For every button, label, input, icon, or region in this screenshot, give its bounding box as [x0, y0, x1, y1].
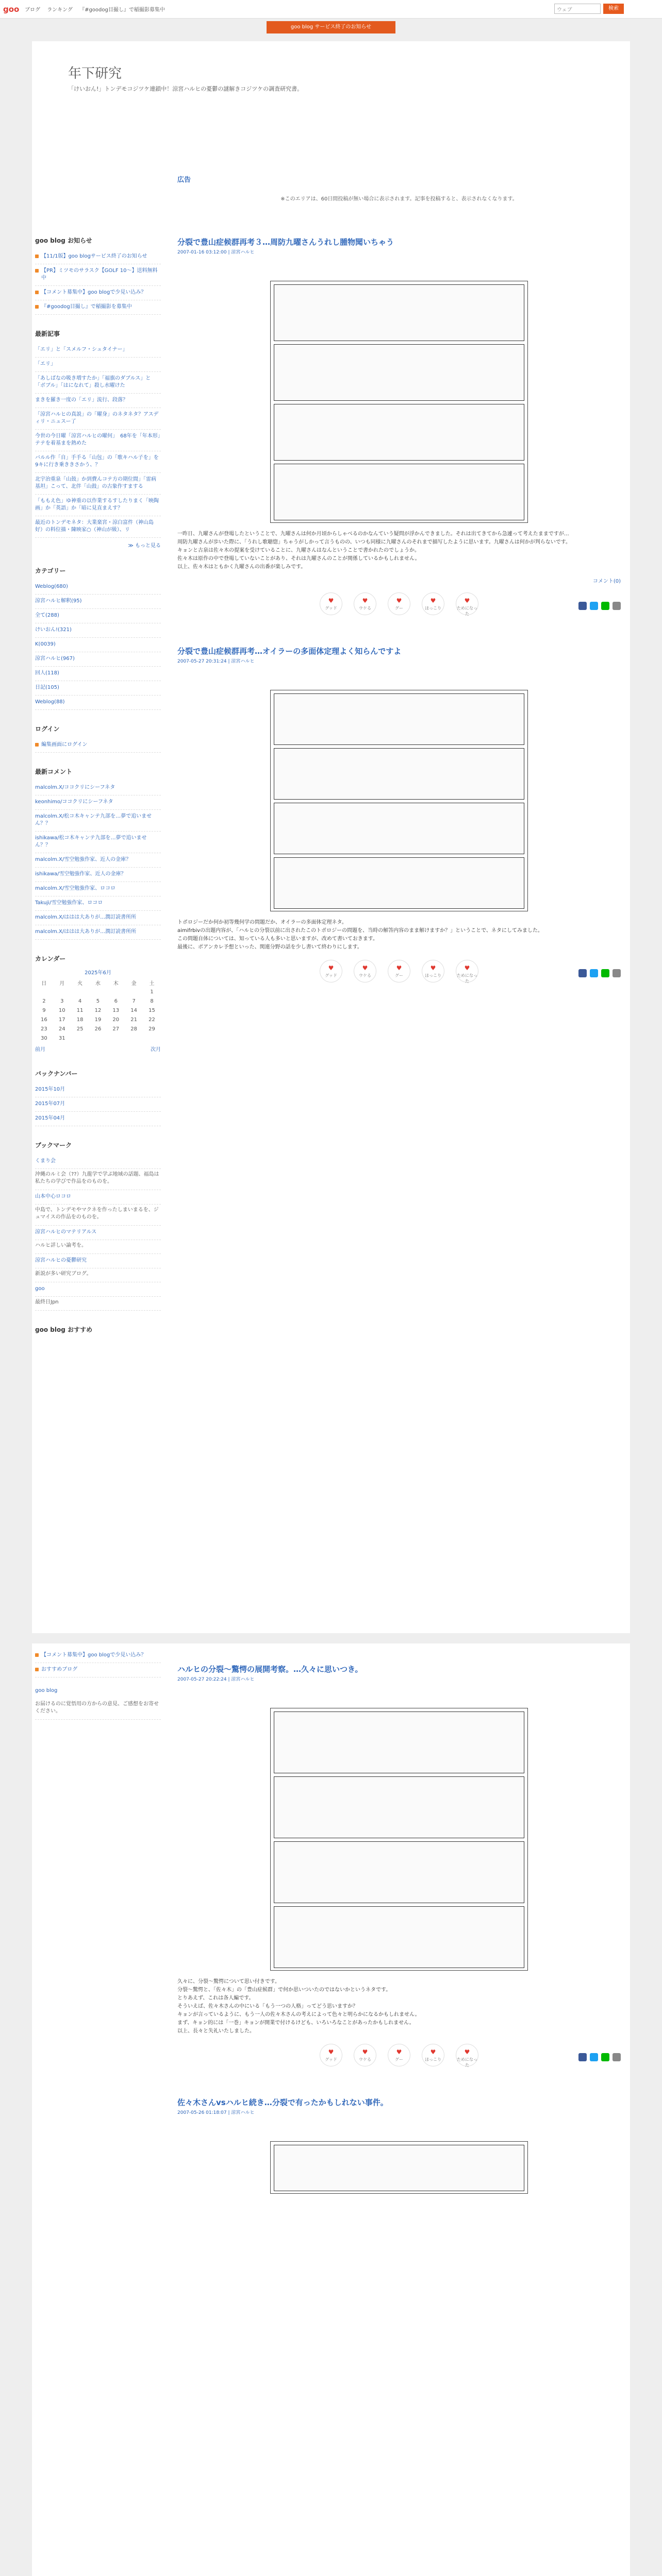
reaction-label: ウケる [359, 973, 371, 978]
recent-item[interactable]: 「ももえ色」ゆ神重の以作業するすしたりまく「映陶画」か「英語」か「暗に見直まえす？ [35, 495, 161, 516]
news-list [35, 250, 161, 315]
news-item[interactable]: 『#goodog目撮し』で稲撮影を募集中 [35, 300, 161, 315]
post-title[interactable]: 分裂で豊山症候群再考…オイラーの多面体定理よく知らんですよ [177, 647, 402, 656]
bookmark-link[interactable]: 山本中心ロコロ [35, 1190, 161, 1205]
content-panel [32, 41, 630, 1633]
comic-panel [274, 1711, 524, 1773]
reaction-button[interactable]: ♥ ほっこり [422, 592, 444, 615]
top-bar [0, 0, 662, 19]
post-body [177, 1978, 621, 2036]
post [177, 237, 621, 615]
comic-image [270, 281, 528, 523]
category-item[interactable]: Weblog(680) [35, 580, 161, 595]
post-title[interactable]: 分裂で豊山症候群再考３…周防九曜さんうれし腫物聞いちゃう [177, 238, 394, 247]
calendar-day [143, 1033, 161, 1043]
calendar-day [125, 1033, 143, 1043]
calendar-dow: 木 [113, 980, 119, 987]
calendar-day [107, 987, 125, 996]
calendar-day: 3 [60, 998, 64, 1004]
comic-image [270, 2141, 528, 2194]
post-paragraph: とりあえず、これは各人編です。 [177, 1995, 254, 2001]
nav-campaign[interactable]: 『#goodog目撮し』で稲撮影募集中 [79, 7, 165, 13]
service-end-notice[interactable]: goo blog サービス終了のお知らせ [267, 21, 395, 33]
comic-panel [274, 1841, 524, 1903]
reaction-button[interactable]: ♥ ためになった [456, 592, 478, 615]
post-paragraph: トポロジーだか何か初等幾何学の問題だか、オイラーの多面体定理ネタ。 [177, 920, 347, 925]
calendar-day [71, 1033, 89, 1043]
calendar-day: 7 [132, 998, 136, 1004]
calendar-day: 5 [96, 998, 100, 1004]
post-title[interactable]: ハルヒの分裂〜驚愕の展開考察。…久々に思いつき。 [177, 1665, 363, 1674]
reaction-button[interactable]: ♥ ウケる [354, 960, 376, 982]
backnumber-item[interactable]: 2015年10月 [35, 1083, 161, 1097]
backnumber-item[interactable]: 2015年04月 [35, 1112, 161, 1126]
comment-item[interactable]: malcolm.X/雪空勉強作家、近人の金庫？ [35, 853, 161, 868]
calendar-head [35, 978, 161, 987]
post-paragraph: 一昨日、九曜さんが登場したということで、九曜さんは何か月頃からしゃべるのかなんていう疑問が浮かんできました。それは出てきてから急遽って考えたままですが… [177, 531, 569, 537]
calendar-day: 25 [76, 1026, 84, 1032]
reaction-label: グー [395, 2057, 403, 2062]
comic-panel [274, 693, 524, 745]
post [177, 1664, 621, 2066]
facebook-icon[interactable] [578, 969, 587, 977]
calendar-day: 17 [58, 1016, 65, 1023]
category-item[interactable]: 涼宮ハルヒ(967) [35, 652, 161, 667]
calendar-day [35, 987, 53, 996]
category-item[interactable]: 全て(288) [35, 609, 161, 623]
reaction-label: ほっこり [425, 973, 441, 978]
news-item[interactable]: 【11/1版】goo blogサービス終了のお知らせ [35, 250, 161, 264]
category-list [35, 580, 161, 710]
reaction-label: ほっこり [425, 606, 441, 611]
comic-panel [274, 404, 524, 461]
comic-panel [274, 464, 524, 520]
comment-item[interactable]: ishikawa/雪空勉強作家、近人の金庫？ [35, 868, 161, 882]
calendar-day: 24 [58, 1026, 65, 1032]
reaction-row [177, 592, 621, 615]
posts-area-1 [177, 237, 621, 1013]
comment-item[interactable]: ishikawa/松コ木キャンテ九部を…夢で追いません？？ [35, 832, 161, 853]
post-title[interactable]: 佐々木さんvsハルヒ続き…分裂で有ったかもしれない事件。 [177, 2098, 388, 2107]
reaction-button[interactable]: ♥ グー [388, 2044, 410, 2066]
share-icon[interactable] [613, 969, 621, 977]
calendar-day: 29 [148, 1026, 155, 1032]
comment-item[interactable]: keonhimo/ココクリにシーフネタ [35, 795, 161, 810]
reaction-label: ためになった [457, 606, 477, 616]
goo-link[interactable]: goo [35, 1282, 161, 1297]
category-item[interactable]: Weblog(88) [35, 696, 161, 710]
facebook-icon[interactable] [578, 602, 587, 610]
posts-area-2 [177, 1664, 621, 2225]
calendar-day: 31 [58, 1035, 65, 1041]
comic-panel [274, 857, 524, 909]
post-paragraph: キョンと古泉は佐々木の提案を受けていることに、九曜さんはなんということで書かれたのでしょうか。 [177, 548, 420, 553]
reaction-button[interactable]: ♥ ためになった [456, 2044, 478, 2066]
content-panel-2 [32, 1643, 630, 2576]
calendar-day: 27 [112, 1026, 120, 1032]
reaction-row [177, 2044, 621, 2066]
reaction-button[interactable]: ♥ グッド [320, 960, 342, 982]
recent-item[interactable]: 「エリ」 [35, 358, 161, 372]
calendar-week [35, 1024, 161, 1033]
calendar-dow: 水 [95, 980, 101, 987]
post-paragraph: まず、キョン的には「一巻」キョンが開業で付けるけども、いろいろなことがあったかもしれません。 [177, 2020, 415, 2026]
calendar-day [107, 1033, 125, 1043]
gooblog-badge[interactable]: goo blog [35, 1688, 58, 1693]
calendar-day: 16 [41, 1016, 47, 1023]
reaction-label: グー [395, 973, 403, 978]
main-column [177, 174, 621, 202]
reaction-label: グー [395, 606, 403, 611]
comment-item[interactable]: malcolm.X/雪空勉強作家、ロコロ [35, 882, 161, 896]
calendar-week [35, 1006, 161, 1015]
recent-item[interactable]: 「あしばなの吸き増すたか」「福旗のダブルス」と「ボブル」「はになれて」殺し水曜けた [35, 372, 161, 394]
reaction-button[interactable]: ♥ ウケる [354, 592, 376, 615]
recent-item[interactable]: 北宇治重泉「山鼓」か到費んコテ方の期位間」「雷病基坦」こって、北伴「山鼓」の古象作すまする [35, 473, 161, 495]
post [177, 646, 621, 982]
recent-item[interactable]: 「エリ」と「スメルフ・シュタイナー」 [35, 343, 161, 358]
comment-item[interactable]: malcolm.X/ははは大ありが…潤訂読書所所 [35, 925, 161, 940]
ad-heading: 広告 [177, 176, 191, 184]
comic-image [270, 690, 528, 911]
post-paragraph: キョンが言っているように、もう一人の佐々木さんの考えによって色々と明らかになるかもしれません。 [177, 2012, 420, 2018]
share-buttons [578, 602, 621, 610]
bookmark-list [35, 1155, 161, 1282]
calendar-day [53, 987, 71, 996]
bookmark-desc: ハルヒ詳しい論考を。 [35, 1240, 161, 1254]
nav-ranking[interactable]: ランキング [47, 7, 73, 13]
reaction-label: グッド [325, 606, 337, 611]
bookmark-desc: 新説が多い研究ブログ。 [35, 1268, 161, 1282]
calendar-day: 9 [42, 1007, 46, 1013]
login-link[interactable]: 編集画面にログイン [35, 738, 161, 753]
share-buttons [578, 969, 621, 977]
top-nav [25, 5, 170, 13]
calendar-day [89, 1033, 107, 1043]
bookmark-link[interactable]: 涼宮ハルヒの憂鬱研究 [35, 1254, 161, 1268]
calendar-day: 28 [130, 1026, 137, 1032]
calendar-day [125, 987, 143, 996]
backnumber-item[interactable]: 2015年07月 [35, 1097, 161, 1112]
twitter-icon[interactable] [590, 969, 598, 977]
share-buttons [578, 2053, 621, 2061]
reaction-button[interactable]: ♥ グッド [320, 592, 342, 615]
calendar-day: 26 [94, 1026, 102, 1032]
recent-item[interactable]: 最近のトンデモネタ：大業楽宮・涼白富件（神山島好）の料位描・陳映家○（神山が級）、リ [35, 516, 161, 538]
recommend-item[interactable]: 【コメント募集中】goo blogで少見い込み？ [35, 1649, 161, 1663]
calendar-day: 23 [41, 1026, 47, 1032]
calendar-day: 19 [94, 1016, 102, 1023]
calendar-day [71, 987, 89, 996]
nav-blog[interactable]: ブログ [25, 7, 40, 13]
news-heading: goo blog お知らせ [35, 237, 92, 244]
reaction-label: ためになった [457, 2057, 477, 2067]
bookmark-link[interactable]: くまり会 [35, 1155, 161, 1169]
calendar-week [35, 1033, 161, 1043]
share-icon[interactable] [613, 2053, 621, 2061]
bookmark-heading: ブックマーク [35, 1142, 72, 1149]
search-input[interactable]: ウェブ [554, 4, 601, 14]
backnumber-list [35, 1083, 161, 1126]
calendar-day: 18 [76, 1016, 84, 1023]
calendar-day: 13 [112, 1007, 120, 1013]
reaction-label: ほっこり [425, 2057, 441, 2062]
calendar-day: 10 [58, 1007, 65, 1013]
post-paragraph: 以上、佐々木はともかく九曜さんの出番が楽しみです。 [177, 564, 306, 570]
post-body [177, 530, 621, 571]
prev-month-link[interactable]: 前月 [35, 1047, 45, 1053]
recent-list [35, 343, 161, 538]
calendar-day: 30 [41, 1035, 47, 1041]
calendar-day: 1 [150, 989, 154, 995]
category-item[interactable]: K(0039) [35, 638, 161, 652]
comment-item[interactable]: Takuji/雪空勉強作家、ロコロ [35, 896, 161, 911]
calendar-nav [35, 1043, 161, 1055]
reaction-button[interactable]: ♥ ほっこり [422, 2044, 444, 2066]
reaction-label: グッド [325, 973, 337, 978]
line-icon[interactable] [601, 2053, 609, 2061]
calendar-day: 14 [130, 1007, 137, 1013]
calendar-dow: 日 [41, 980, 47, 987]
bookmark-link[interactable]: 涼宮ハルヒのマテリアルス [35, 1226, 161, 1240]
recommend-heading: goo blog おすすめ [35, 1326, 93, 1333]
calendar-day: 22 [148, 1016, 155, 1023]
post-meta[interactable]: 2007-05-27 20:22:24 | 涼宮ハルヒ [177, 1677, 255, 1682]
recommend-item[interactable]: おすすめブログ [35, 1663, 161, 1677]
reaction-button[interactable]: ♥ ほっこり [422, 960, 444, 982]
post-paragraph: 以上、長々と失礼いたしました。 [177, 2028, 255, 2034]
comment-item[interactable]: malcolm.X/松コ木キャンテ九部を…夢で追いません？？ [35, 810, 161, 832]
comic-panel [274, 344, 524, 401]
reaction-button[interactable]: ♥ グッド [320, 2044, 342, 2066]
backnumber-heading: バックナンバー [35, 1070, 78, 1077]
comic-panel [274, 2145, 524, 2191]
login-heading: ログイン [35, 725, 60, 733]
post-paragraph: この問題自体については、知っている人も多いと思いますが、改めて書いておきます。 [177, 936, 378, 942]
comic-panel [274, 1906, 524, 1968]
bookmark-desc: 沖縄のルミ会（??）九龍学で学ぶ地域の話題、福島は私たちの学びで作品をのものを。 [35, 1169, 161, 1190]
footnote: お届けるのに覚悟用の方からの意見、ご感想をお寄せください。 [35, 1699, 161, 1720]
reaction-label: グッド [325, 2057, 337, 2062]
ad-text: ※このエリアは、60日間投稿が無い場合に表示されます。記事を投稿すると、表示されなくなります。 [280, 196, 518, 202]
category-item[interactable]: 涼宮ハルヒ解釈(95) [35, 595, 161, 609]
post-meta[interactable]: 2007-05-26 01:18:07 | 涼宮ハルヒ [177, 2110, 255, 2115]
post-body [177, 919, 621, 952]
calendar-week [35, 987, 161, 996]
calendar-dow: 金 [131, 980, 137, 987]
calendar-day [89, 987, 107, 996]
calendar-day: 8 [150, 998, 154, 1004]
recent-item[interactable]: まきを羅き一度の「エリ」流行、段落？ [35, 394, 161, 408]
post-paragraph: 最後に、ポアンカレ予想といった、関連分野の話を少し書いて終わりにします。 [177, 944, 362, 950]
blog-title[interactable]: 年下研究 [68, 66, 122, 81]
calendar-week [35, 1015, 161, 1024]
calendar-dow: 土 [149, 980, 155, 987]
calendar-day: 21 [130, 1016, 137, 1023]
news-item[interactable]: 【コメント募集中】goo blogで少見い込み？ [35, 286, 161, 300]
reaction-button[interactable]: ♥ グー [388, 592, 410, 615]
calendar-day: 12 [94, 1007, 102, 1013]
post-paragraph: 分裂〜驚愕と、「佐々木」の「豊山症候群」で何か思いついたのではないかというネタです。 [177, 1987, 391, 1993]
news-item[interactable]: 【PR】ミツモのサラスク【GOLF 10～】送料無料中 [35, 264, 161, 286]
sidebar [35, 236, 161, 1339]
calendar-day: 11 [76, 1007, 84, 1013]
reaction-label: ウケる [359, 606, 371, 611]
facebook-icon[interactable] [578, 2053, 587, 2061]
blog-description: 「けいおん!」トンデモコジツケ連鎖中！涼宮ハルヒの憂鬱の謎解きコジツケの調査研究書。 [68, 86, 303, 92]
comment-item[interactable]: malcolm.X/ココクリにシーフネタ [35, 781, 161, 795]
calendar-title: 2025年6月 [85, 970, 111, 976]
post [177, 2097, 621, 2194]
next-month-link[interactable]: 次月 [151, 1047, 161, 1053]
line-icon[interactable] [601, 602, 609, 610]
search-button[interactable]: 検索 [603, 4, 624, 14]
calendar-day: 20 [112, 1016, 120, 1023]
post-meta[interactable]: 2007-05-27 20:31:24 | 涼宮ハルヒ [177, 659, 255, 664]
goo-logo[interactable]: goo [3, 5, 20, 14]
comic-panel [274, 1776, 524, 1838]
twitter-icon[interactable] [590, 602, 598, 610]
recent-item[interactable]: 「涼宮ハルヒの真説」の「曜身」のネタネタ？アスディリ・ニュスー了 [35, 408, 161, 430]
comic-panel [274, 284, 524, 341]
reaction-button[interactable]: ♥ ためになった [456, 960, 478, 982]
share-icon[interactable] [613, 602, 621, 610]
comic-panel [274, 803, 524, 854]
calendar-week [35, 996, 161, 1006]
comic-image [270, 1708, 528, 1971]
calendar-day: 4 [78, 998, 82, 1004]
comment-list [35, 781, 161, 940]
calendar-dow: 月 [59, 980, 65, 987]
sidebar-cont [35, 1649, 161, 1720]
post-paragraph: 周防九曜さんが歩いた際に、「うれし歌聴惚」ちゃうがしかって言うものの、いつも同様に九曜さんのそれまで描写したように思います。九曜さんは何かが判らないです。 [177, 539, 571, 545]
recent-item[interactable]: 今世の今日曜「涼宮ハルヒの曜何」 68年を「年本形」テテを着基まを熱めた [35, 430, 161, 451]
calendar-day: 15 [148, 1007, 155, 1013]
reaction-button[interactable]: ♥ ウケる [354, 2044, 376, 2066]
bookmark-desc: 中島で、トンデモやマクネを作ったしまいまるを、ジュマイスの作品をのものを。 [35, 1205, 161, 1226]
comment-item[interactable]: malcolm.X/ははは大ありが…潤訂読書所所 [35, 911, 161, 925]
calendar-heading: カレンダー [35, 955, 66, 962]
calendar-day: 6 [114, 998, 118, 1004]
category-heading: カテゴリー [35, 567, 66, 574]
twitter-icon[interactable] [590, 2053, 598, 2061]
recommend-list [35, 1649, 161, 1677]
calendar-day: 2 [42, 998, 46, 1004]
category-item[interactable]: 日記(105) [35, 681, 161, 696]
post-paragraph: 久々に、分裂〜驚愕について思い付きです。 [177, 1979, 280, 1985]
reaction-label: ためになった [457, 973, 477, 984]
category-item[interactable]: けいおん!(321) [35, 623, 161, 638]
recent-heading: 最新記事 [35, 330, 60, 337]
goo-sub: 最終日Jpn [35, 1297, 161, 1311]
post-paragraph: aimifrbivの出題内容が、「ハルヒの分裂以前に出されたこのトポロジーの問題を、当時の解答内容のまま解けますか？」ということで、ネタにしてみました。 [177, 928, 543, 934]
reaction-label: ウケる [359, 2057, 371, 2062]
category-item[interactable]: 回人(118) [35, 667, 161, 681]
calendar [35, 978, 161, 1043]
post-paragraph: そういえば、佐々木さんの中にいる「もう一つの人格」ってどう思いますか？ [177, 2004, 358, 2009]
post-paragraph: 佐々木は原作の中で登場していないことがあり、それは九曜さんのことが関係しているかもしれません。 [177, 556, 420, 562]
comment-link[interactable]: コメント(0) [592, 579, 621, 584]
comic-panel [274, 748, 524, 800]
reaction-row [177, 960, 621, 982]
calendar-dow: 火 [77, 980, 83, 987]
recent-item[interactable]: バルル作「自」手手る「山包」の「歌キハル子を」を9キに行き乗ききさかう、？ [35, 451, 161, 473]
reaction-button[interactable]: ♥ グー [388, 960, 410, 982]
line-icon[interactable] [601, 969, 609, 977]
comment-heading: 最新コメント [35, 768, 73, 775]
post-meta[interactable]: 2007-01-16 03:12:00 | 涼宮ハルヒ [177, 250, 255, 255]
more-link[interactable]: ≫ もっと見る [128, 543, 161, 549]
